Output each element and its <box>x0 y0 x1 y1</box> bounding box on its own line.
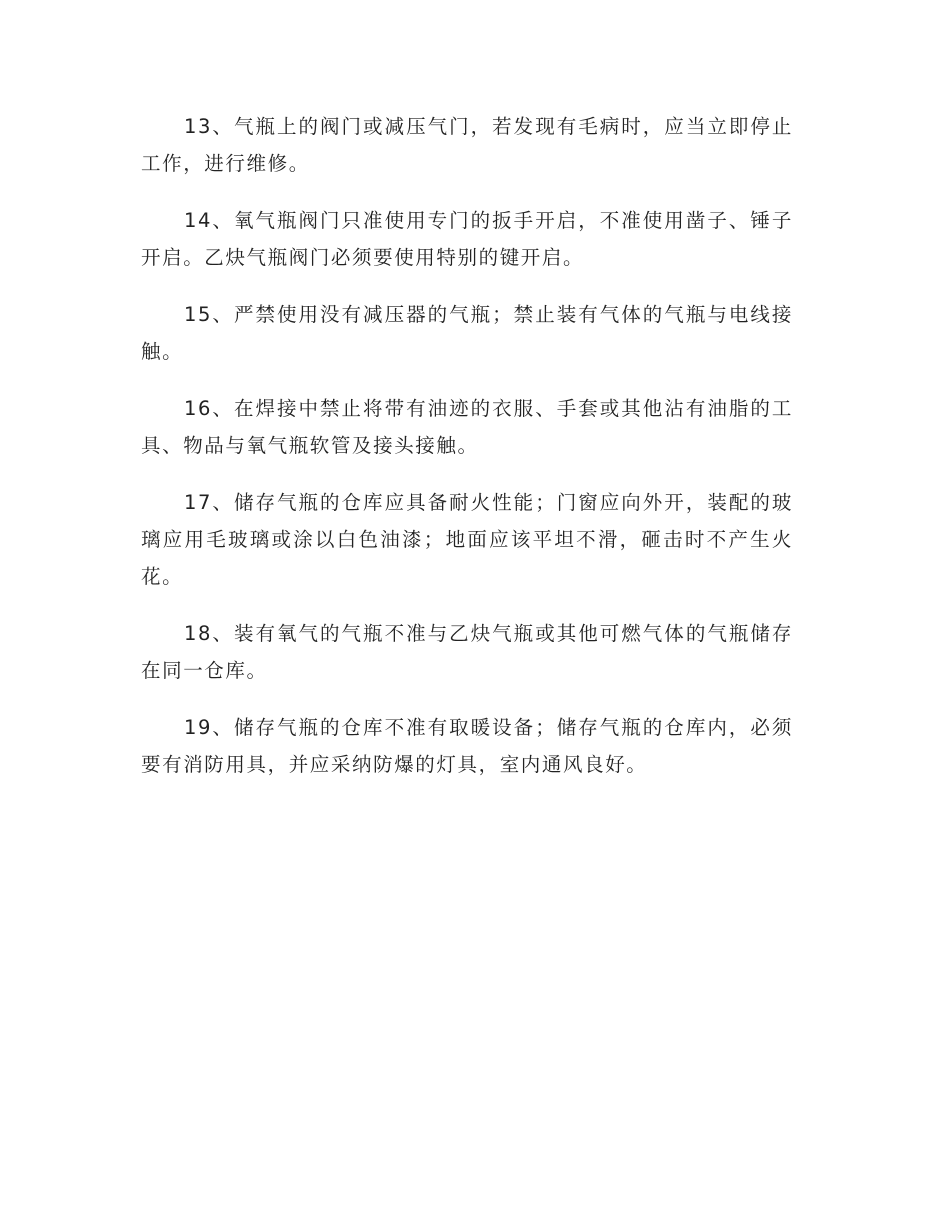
paragraph-15: 15、严禁使用没有减压器的气瓶；禁止装有气体的气瓶与电线接触。 <box>141 303 793 363</box>
paragraph-14: 14、氧气瓶阀门只准使用专门的扳手开启，不准使用凿子、锤子开启。乙炔气瓶阀门必须要使用特别的键开启。 <box>141 209 793 269</box>
paragraph-13: 13、气瓶上的阀门或减压气门，若发现有毛病时，应当立即停止工作，进行维修。 <box>141 115 793 175</box>
paragraph-16: 16、在焊接中禁止将带有油迹的衣服、手套或其他沾有油脂的工具、物品与氧气瓶软管及接头接触。 <box>141 397 793 457</box>
document-body <box>141 108 793 803</box>
paragraph-18: 18、装有氧气的气瓶不准与乙炔气瓶或其他可燃气体的气瓶储存在同一仓库。 <box>141 622 793 682</box>
paragraph-17: 17、储存气瓶的仓库应具备耐火性能；门窗应向外开，装配的玻璃应用毛玻璃或涂以白色油漆；地面应该平坦不滑，砸击时不产生火花。 <box>141 491 793 588</box>
paragraph-19: 19、储存气瓶的仓库不准有取暖设备；储存气瓶的仓库内，必须要有消防用具，并应采纳防爆的灯具，室内通风良好。 <box>141 716 793 776</box>
